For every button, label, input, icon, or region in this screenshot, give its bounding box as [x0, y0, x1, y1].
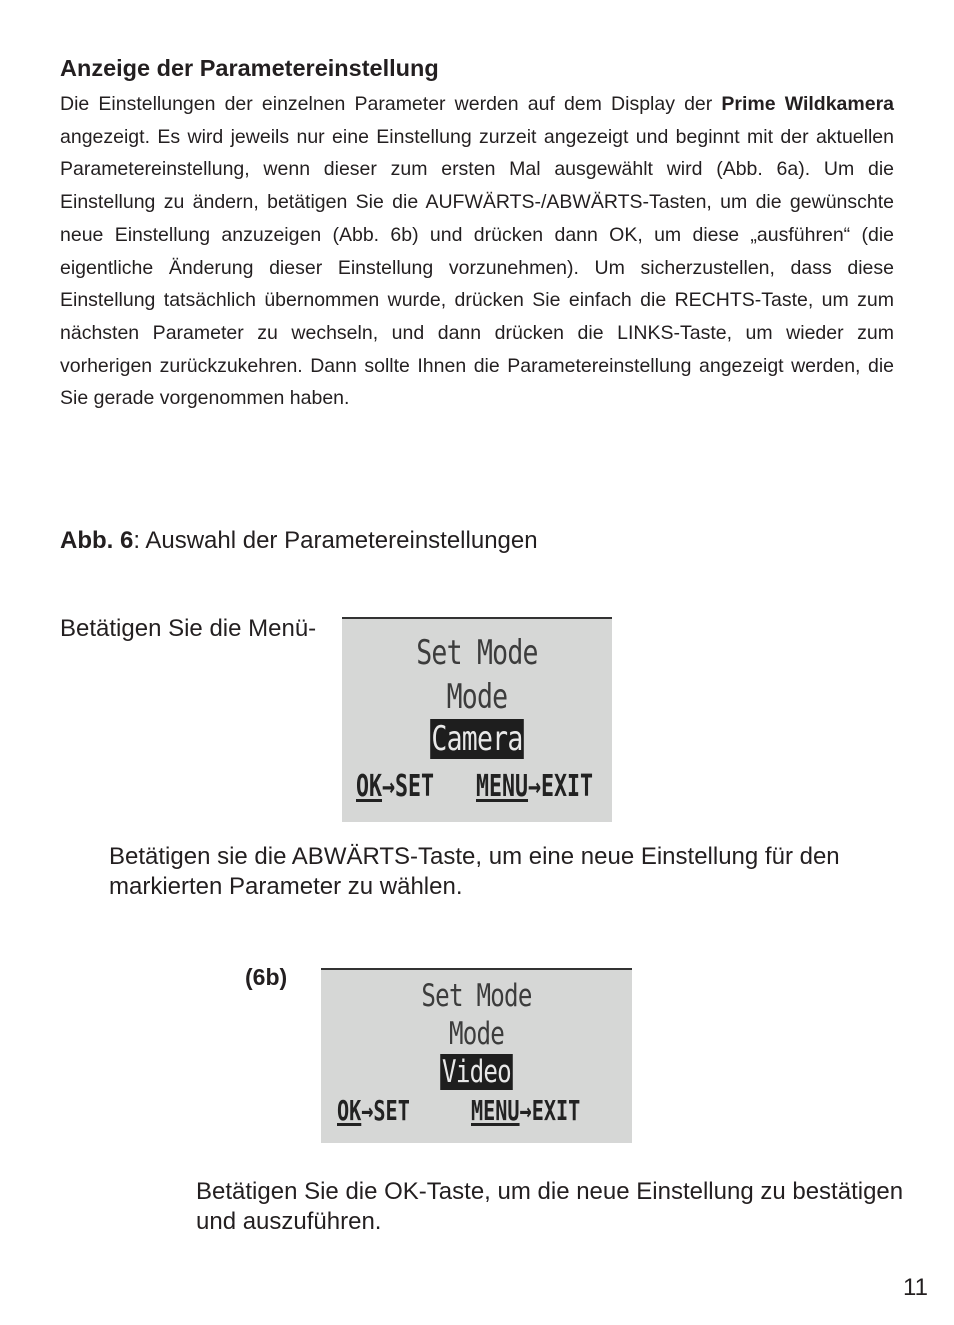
lcd-title: Set Mode	[421, 978, 532, 1014]
menu-action-label: EXIT	[531, 1094, 581, 1127]
paragraph-text-1: Die Einstellungen der einzelnen Parameter werden auf dem Display der	[60, 93, 722, 115]
lcd-footer	[337, 1094, 410, 1127]
menu-action-label: EXIT	[541, 769, 594, 804]
paragraph-text-2: angezeigt. Es wird jeweils nur eine Einstellung zurzeit angezeigt und beginnt mit der aktuellen Parametereinstellung, wenn dieser zum ersten Mal ausgewählt wird (Abb. 6a). Um die Einstellung zu ändern, betätigen Sie die AUFWÄRTS-/ABWÄRTS-Tasten, um die gewünschte neue Einstellung anzuzeigen (Abb. 6b) und drücken dann OK, um diese „ausführen“ (die eigentliche Änderung dieser Einstellung vorzunehmen). Um sicherzustellen, dass diese Einstellung tatsächlich übernommen wurde, drücken Sie einfach die RECHTS-Taste, um zum nächsten Parameter zu wechseln, und dann drücken die LINKS-Taste, um wieder zum vorherigen zurückzukehren. Dann sollte Ihnen die Parametereinstellung angezeigt werden, die Sie gerade vorgenommen haben.	[60, 125, 894, 410]
ok-key-label: OK	[337, 1094, 362, 1127]
ok-action-label: SET	[395, 769, 435, 804]
lcd-selected-value: Camera	[431, 719, 523, 759]
lcd-footer-menu	[471, 1094, 580, 1127]
body-paragraph	[60, 88, 894, 415]
ok-key-label: OK	[356, 769, 383, 804]
step-1-text: Betätigen Sie die Menü-	[60, 615, 317, 642]
arrow-icon: →	[361, 1094, 374, 1127]
figure-caption	[60, 527, 538, 555]
lcd-screen-6b	[321, 968, 632, 1143]
step-2-text: Betätigen sie die ABWÄRTS-Taste, um eine neue Einstellung für den markierten Parameter zu wählen.	[109, 843, 840, 900]
lcd-title: Set Mode	[416, 633, 538, 673]
page-number: 11	[903, 1274, 928, 1301]
figure-label-6b: (6b)	[245, 964, 288, 990]
product-name: Prime Wildkamera	[721, 93, 894, 115]
arrow-icon: →	[382, 769, 396, 804]
lcd-footer-menu	[476, 769, 593, 804]
lcd-parameter: Mode	[446, 677, 508, 717]
figure-caption-text: : Auswahl der Parametereinstellungen	[133, 527, 538, 554]
arrow-icon: →	[528, 769, 542, 804]
figure-number: Abb. 6	[60, 527, 134, 554]
menu-key-label: MENU	[476, 769, 529, 804]
lcd-parameter: Mode	[448, 1016, 505, 1052]
lcd-selected-value: Video	[442, 1054, 511, 1090]
arrow-icon: →	[519, 1094, 532, 1127]
menu-key-label: MENU	[471, 1094, 520, 1127]
lcd-screen-6a	[338, 617, 612, 822]
lcd-footer	[356, 769, 434, 804]
step-3-text: Betätigen Sie die OK-Taste, um die neue Einstellung zu bestätigen und auszuführen.	[196, 1178, 904, 1235]
section-heading: Anzeige der Parametereinstellung	[60, 55, 439, 81]
ok-action-label: SET	[373, 1094, 410, 1127]
